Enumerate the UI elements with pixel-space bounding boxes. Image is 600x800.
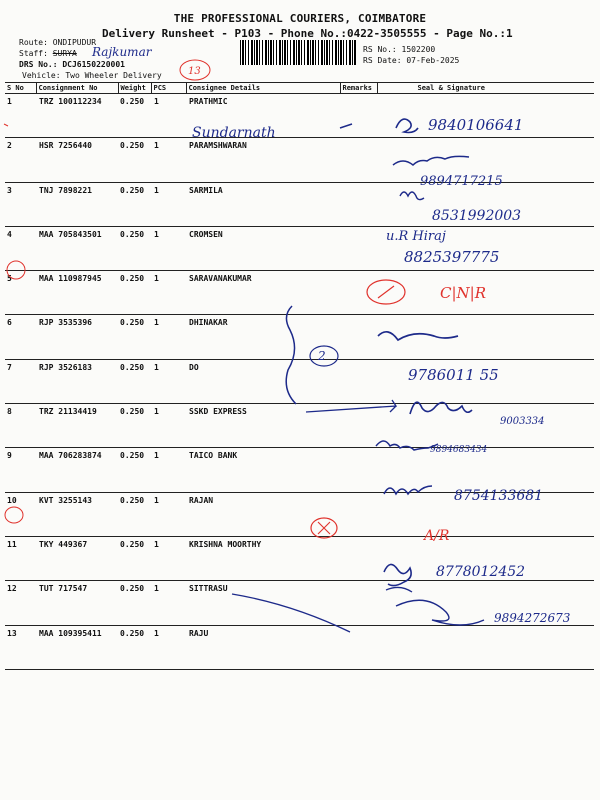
table-row	[5, 448, 594, 492]
cell-sno: 4	[5, 226, 36, 270]
cell-pcs: 1	[151, 182, 186, 226]
cell-remarks	[340, 359, 377, 403]
row9-phone2: 9894683434	[430, 445, 488, 455]
staff-mark: 13	[188, 66, 201, 77]
table-row	[5, 536, 594, 580]
row11-mark: A/R	[424, 528, 450, 544]
row5-mark: C|N|R	[440, 284, 487, 302]
cell-consignment: RJP 3535396	[36, 315, 118, 359]
cell-remarks	[340, 625, 377, 669]
row1-name: Sundarnath	[192, 125, 276, 141]
row12-phone: 8778012452	[436, 564, 526, 580]
cell-pcs: 1	[151, 448, 186, 492]
cell-signature	[377, 404, 594, 448]
staff-row	[19, 49, 77, 59]
table-row	[5, 138, 594, 182]
cell-weight: 0.250	[118, 138, 151, 182]
cell-weight: 0.250	[118, 226, 151, 270]
cell-weight: 0.250	[118, 315, 151, 359]
cell-remarks	[340, 94, 377, 138]
cell-consignee: TAICO BANK	[186, 448, 340, 492]
table-row	[5, 625, 594, 669]
cell-signature	[377, 182, 594, 226]
table-row	[5, 226, 594, 270]
row9-phone1: 9003334	[500, 416, 545, 427]
row4-name: u.R Hiraj	[386, 229, 446, 244]
cell-remarks	[340, 448, 377, 492]
staff-mark-circle	[180, 60, 210, 80]
cell-consignment: TRZ 100112234	[36, 94, 118, 138]
cell-signature	[377, 448, 594, 492]
cell-weight: 0.250	[118, 271, 151, 315]
cell-consignment: MAA 706283874	[36, 448, 118, 492]
cell-pcs: 1	[151, 625, 186, 669]
staff-label: Staff:	[19, 49, 48, 58]
row3-phone: 8531992003	[432, 208, 522, 224]
cell-consignment: TKY 449367	[36, 536, 118, 580]
cell-remarks	[340, 581, 377, 625]
cell-sno: 5	[5, 271, 36, 315]
cell-consignment: KVT 3255143	[36, 492, 118, 536]
cell-consignee: SARAVANAKUMAR	[186, 271, 340, 315]
cell-remarks	[340, 182, 377, 226]
cell-remarks	[340, 226, 377, 270]
cell-consignee: KRISHNA MOORTHY	[186, 536, 340, 580]
cell-sno: 8	[5, 404, 36, 448]
cell-weight: 0.250	[118, 625, 151, 669]
cell-consignee: SARMILA	[186, 182, 340, 226]
cell-pcs: 1	[151, 404, 186, 448]
cell-signature	[377, 536, 594, 580]
table-row	[5, 359, 594, 403]
cell-consignment: MAA 705843501	[36, 226, 118, 270]
cell-consignment: MAA 110987945	[36, 271, 118, 315]
table-row	[5, 94, 594, 138]
staff-name: SURYA	[52, 49, 77, 58]
barcode	[240, 40, 356, 65]
cell-pcs: 1	[151, 226, 186, 270]
cell-consignee: DO	[186, 359, 340, 403]
rs-date: RS Date: 07-Feb-2025	[363, 56, 460, 65]
cell-sno: 2	[5, 138, 36, 182]
cell-consignee: SSKD EXPRESS	[186, 404, 340, 448]
cell-pcs: 1	[151, 581, 186, 625]
cell-consignee: CROMSEN	[186, 226, 340, 270]
cell-weight: 0.250	[118, 404, 151, 448]
cell-consignment: TUT 717547	[36, 581, 118, 625]
cell-pcs: 1	[151, 94, 186, 138]
cell-sno: 7	[5, 359, 36, 403]
cell-consignment: TRZ 21134419	[36, 404, 118, 448]
route-label: Route: ONDIPUDUR	[19, 38, 97, 47]
staff-signature: Rajkumar	[92, 45, 152, 59]
col-consignment: Consignment No	[36, 83, 118, 94]
cell-sno: 11	[5, 536, 36, 580]
cell-sno: 10	[5, 492, 36, 536]
table-row	[5, 581, 594, 625]
drs-number: DRS No.: DCJ6150220001	[19, 60, 125, 69]
cell-pcs: 1	[151, 315, 186, 359]
rs-number: RS No.: 1502200	[363, 45, 436, 54]
cell-consignment: HSR 7256440	[36, 138, 118, 182]
cell-pcs: 1	[151, 138, 186, 182]
table-row	[5, 492, 594, 536]
table-row	[5, 182, 594, 226]
col-signature: Seal & Signature	[377, 83, 594, 94]
cell-sno: 13	[5, 625, 36, 669]
cell-signature	[377, 359, 594, 403]
cell-consignment: RJP 3526183	[36, 359, 118, 403]
cell-weight: 0.250	[118, 448, 151, 492]
col-pcs: PCS	[151, 83, 186, 94]
cell-remarks	[340, 492, 377, 536]
cell-weight: 0.250	[118, 359, 151, 403]
cell-consignment: TNJ 7898221	[36, 182, 118, 226]
cell-remarks	[340, 138, 377, 182]
cell-signature	[377, 271, 594, 315]
cell-remarks	[340, 404, 377, 448]
cell-pcs: 1	[151, 536, 186, 580]
row2-phone: 9894717215	[420, 174, 503, 189]
vehicle-label: Vehicle: Two Wheeler Delivery	[22, 71, 162, 80]
cell-weight: 0.250	[118, 581, 151, 625]
row7-phone: 9786011 55	[408, 366, 499, 384]
cell-signature	[377, 226, 594, 270]
cell-remarks	[340, 271, 377, 315]
company-title: THE PROFESSIONAL COURIERS, COIMBATORE	[173, 12, 427, 25]
cell-signature	[377, 138, 594, 182]
cell-signature	[377, 315, 594, 359]
table-row	[5, 315, 594, 359]
cell-consignee: SITTRASU	[186, 581, 340, 625]
cell-consignee: DHINAKAR	[186, 315, 340, 359]
row1-phone: 9840106641	[428, 116, 524, 134]
cell-signature	[377, 492, 594, 536]
col-remarks: Remarks	[340, 83, 377, 94]
table-header-row	[5, 83, 594, 94]
cell-pcs: 1	[151, 492, 186, 536]
cell-pcs: 1	[151, 359, 186, 403]
cell-consignment: MAA 109395411	[36, 625, 118, 669]
cell-weight: 0.250	[118, 94, 151, 138]
row13-phone: 9894272673	[494, 611, 571, 625]
cell-remarks	[340, 315, 377, 359]
runsheet-table	[5, 82, 594, 670]
table-row	[5, 271, 594, 315]
cell-sno: 1	[5, 94, 36, 138]
cell-consignee: PARAMSHWARAN	[186, 138, 340, 182]
cell-pcs: 1	[151, 271, 186, 315]
cell-consignee: PRATHMIC	[186, 94, 340, 138]
cell-sno: 9	[5, 448, 36, 492]
cell-weight: 0.250	[118, 182, 151, 226]
row7-mark: 2	[318, 349, 326, 363]
row4-phone: 8825397775	[404, 248, 500, 266]
cell-weight: 0.250	[118, 492, 151, 536]
col-sno: S No	[5, 83, 36, 94]
col-consignee: Consignee Details	[186, 83, 340, 94]
cell-consignee: RAJU	[186, 625, 340, 669]
cell-sno: 6	[5, 315, 36, 359]
cell-sno: 12	[5, 581, 36, 625]
cell-weight: 0.250	[118, 536, 151, 580]
cell-consignee: RAJAN	[186, 492, 340, 536]
cell-remarks	[340, 536, 377, 580]
table-row	[5, 404, 594, 448]
row10-phone: 8754133681	[454, 488, 544, 504]
col-weight: Weight	[118, 83, 151, 94]
cell-signature	[377, 581, 594, 625]
runsheet-title: Delivery Runsheet - P103 - Phone No.:0422-3505555 - Page No.:1	[102, 27, 513, 40]
cell-signature	[377, 625, 594, 669]
cell-signature	[377, 94, 594, 138]
cell-sno: 3	[5, 182, 36, 226]
